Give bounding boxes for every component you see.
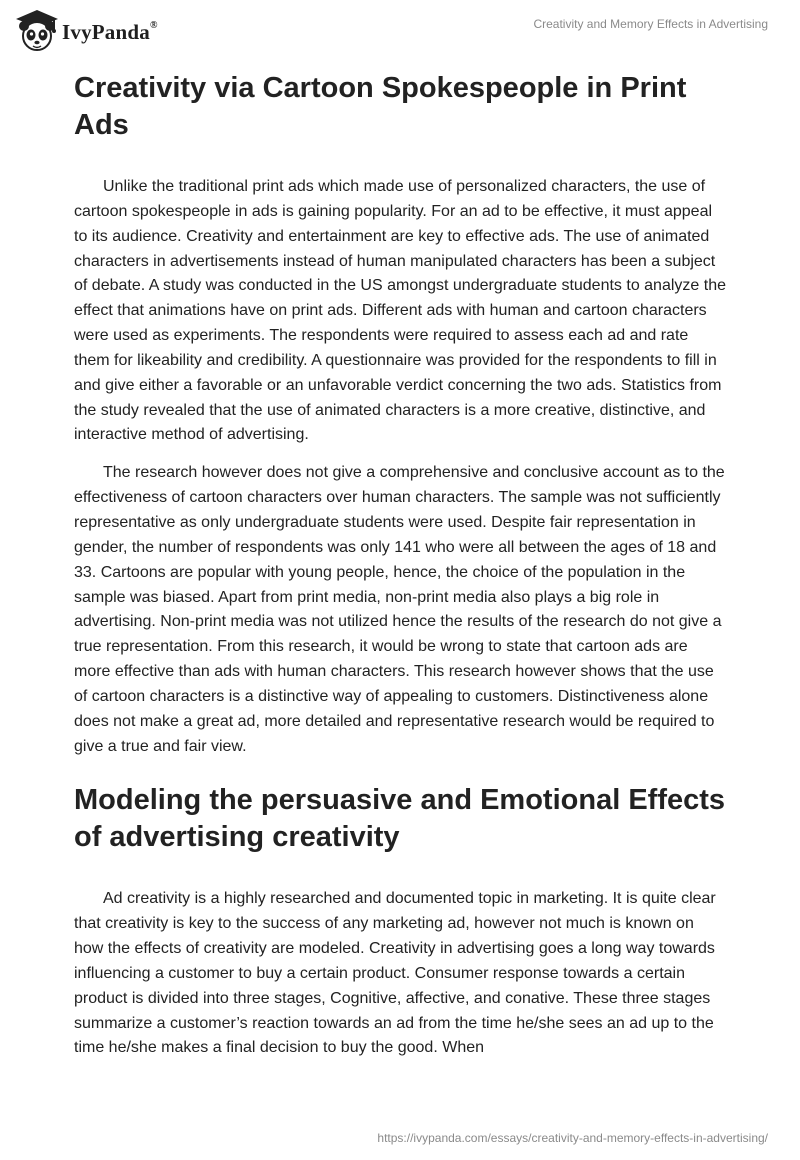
paragraph: Ad creativity is a highly researched and documented topic in marketing. It is quite clear that creativity is key to the success of any marketing ad, however not much is known on how the effects of creativity are modeled. Creativity in advertising goes a long way towards influencing a customer to buy a certain product. Consumer response towards a certain product is divided into three stages, Cognitive, affective, and conative. These three stages summarize a customer’s reaction towards an ad from the time he/she sees an ad up to the time he/she makes a final decision to buy the good. When [74, 890, 716, 1057]
brand-text: IvyPanda [62, 20, 150, 44]
paragraph: The research however does not give a comprehensive and conclusive account as to the effectiveness of cartoon characters over human characters. The sample was not sufficiently representative as only undergraduate students were used. Despite fair representation in gender, the number of respondents was only 141 who were all between the ages of 18 and 33. Cartoons are popular with young people, hence, the choice of the population in the sample was biased. Apart from print media, non-print media also plays a big role in advertising. Non-print media was not utilized hence the results of the research do not give a true representation. From this research, it would be wrong to state that cartoon ads are more effective than ads with human characters. This research however shows that the use of cartoon characters is a distinctive way of appealing to customers. Distinctiveness alone does not make a great ad, more detailed and representative research would be required to give a true and fair view. [74, 464, 725, 755]
section-heading: Creativity via Cartoon Spokespeople in Print Ads [74, 72, 687, 141]
essay-content [74, 70, 726, 1061]
ivypanda-logo-icon[interactable] [14, 8, 60, 54]
paragraph: Unlike the traditional print ads which made use of personalized characters, the use of cartoon spokespeople in ads is gaining popularity. For an ad to be effective, it must appeal to its audience. Creativity and entertainment are key to effective ads. The use of animated characters in advertisements instead of human manipulated characters has been a subject of debate. A study was conducted in the US amongst undergraduate students to analyze the effect that animations have on print ads. Different ads with human and cartoon characters were used as experiments. The respondents were required to assess each ad and rate them for likeability and credibility. A questionnaire was provided for the respondents to fill in and give either a favorable or an unfavorable verdict concerning the two ads. Statistics from the study revealed that the use of animated characters is a more creative, distinctive, and interactive method of advertising. [74, 178, 726, 444]
source-url: https://ivypanda.com/essays/creativity-and-memory-effects-in-advertising/ [377, 1131, 768, 1145]
registered-mark: ® [149, 20, 158, 31]
page-header [0, 0, 800, 60]
brand-name[interactable] [62, 20, 158, 45]
document-title: Creativity and Memory Effects in Advertising [533, 17, 768, 31]
section-heading: Modeling the persuasive and Emotional Effects of advertising creativity [74, 784, 726, 854]
